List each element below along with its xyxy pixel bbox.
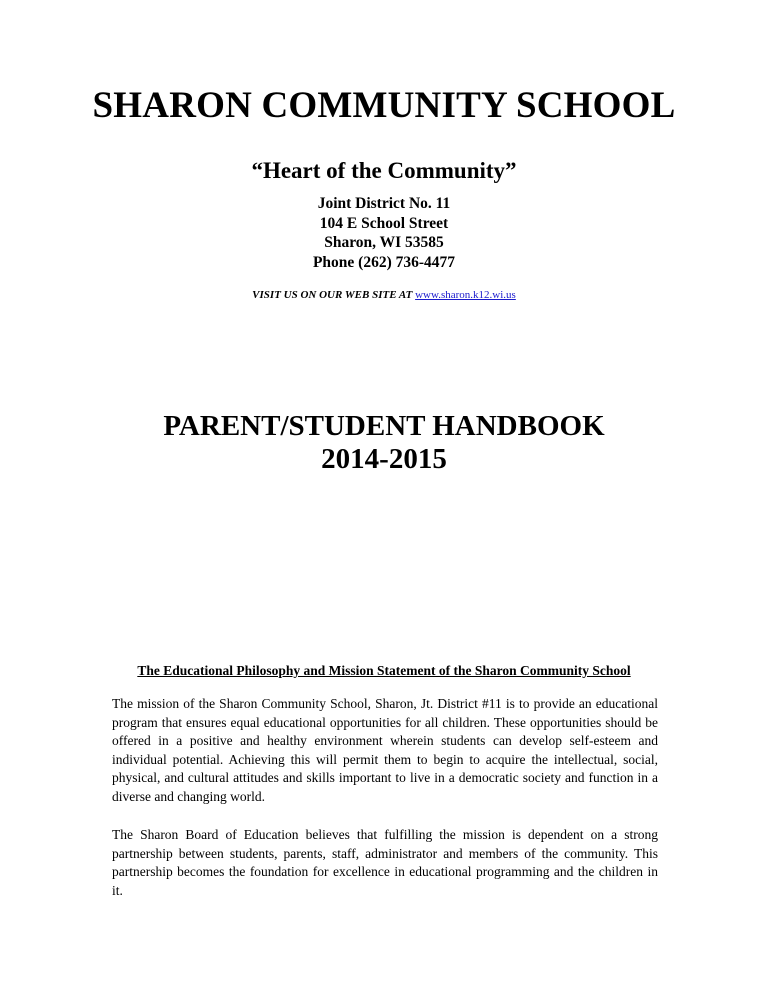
mission-paragraph-1: The mission of the Sharon Community School, Sharon, Jt. District #11 is to provide an educational program that ensures equal educational opportunities for all children. These opportunities should be offered in a positive and healthy environment wherein students can develop self-esteem and individual potential. Achieving this will permit them to begin to acquire the intellectual, social, physical, and cultural attitudes and skills important to live in a democratic society and function in a diverse and changing world.: [112, 696, 658, 804]
mission-paragraph-2: The Sharon Board of Education believes that fulfilling the mission is dependent on a strong partnership between students, parents, staff, administrator and members of the community. This partnership becomes the foundation for excellence in educational programming and the children in it.: [112, 827, 658, 898]
phone-line: Phone (262) 736-4477: [312, 253, 456, 271]
city-line: Sharon, WI 53585: [324, 234, 444, 251]
handbook-title: [0, 410, 768, 476]
handbook-title-main: PARENT/STUDENT HANDBOOK: [163, 410, 605, 442]
school-motto: “Heart of the Community”: [251, 158, 517, 183]
district-line: Joint District No. 11: [317, 195, 451, 212]
school-address: [0, 194, 768, 272]
website-label: VISIT US ON OUR WEB SITE AT: [252, 289, 413, 301]
website-line: [0, 289, 768, 301]
street-line: 104 E School Street: [319, 214, 449, 232]
mission-heading: The Educational Philosophy and Mission Statement of the Sharon Community School: [137, 663, 631, 678]
handbook-title-year: 2014-2015: [321, 443, 447, 475]
school-name: SHARON COMMUNITY SCHOOL: [92, 85, 676, 126]
website-link[interactable]: www.sharon.k12.wi.us: [415, 289, 516, 301]
